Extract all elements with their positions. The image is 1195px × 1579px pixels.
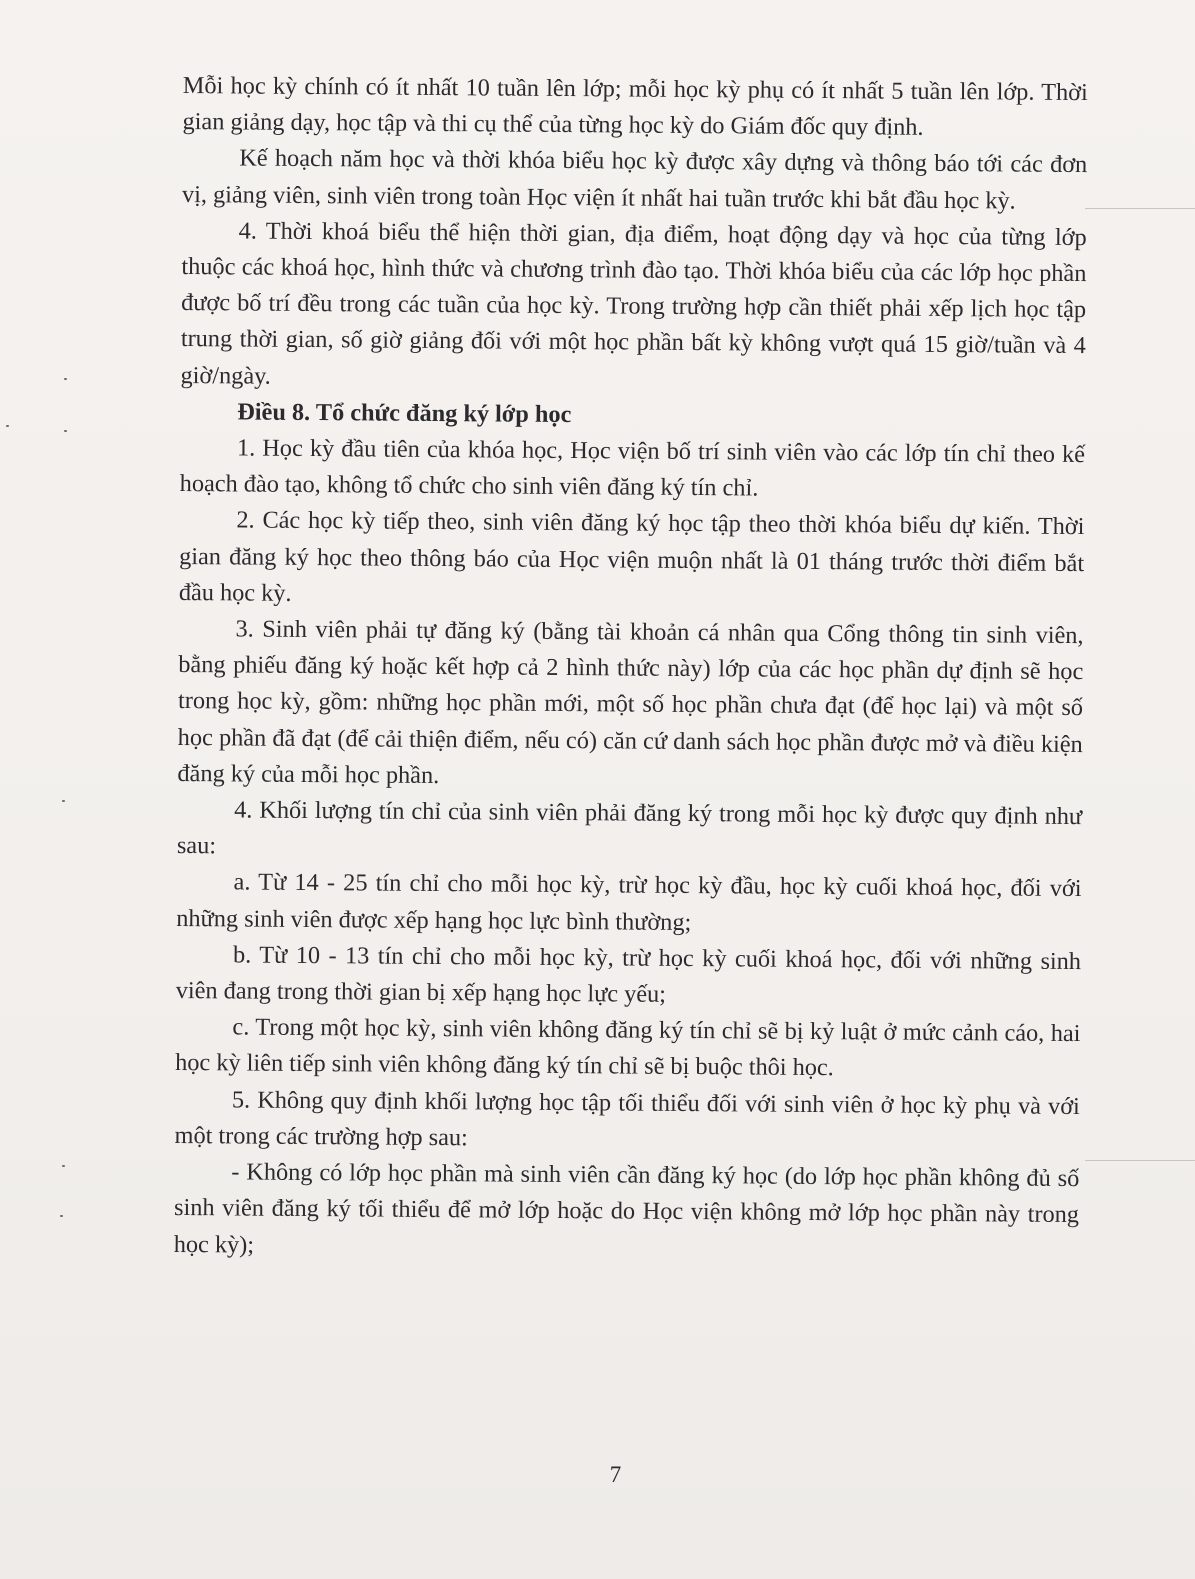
paragraph-following-semesters: 2. Các học kỳ tiếp theo, sinh viên đăng ký học tập theo thời khóa biểu dự kiến. Thời gian đăng ký học theo thông báo của Học viện muộn nhất là 01 tháng trước thời điểm bắt đầu học kỳ. <box>178 506 1085 607</box>
page-number: 7 <box>609 1462 622 1487</box>
paragraph-timetable: 4. Thời khoá biểu thể hiện thời gian, địa điểm, hoạt động dạy và học của từng lớp thuộc các khoá học, hình thức và chương trình đào tạo. Thời khóa biểu của các lớp học phần được bố trí đều trong các tuần của học kỳ. Trong trường hợp cần thiết phải xếp lịch học tập trung thời gian, số giờ giảng đối với một học phần bất kỳ không vượt quá 15 giờ/tuần và 4 giờ/ngày. <box>180 217 1087 390</box>
paragraph-minimum-load: 5. Không quy định khối lượng học tập tối thiểu đối với sinh viên ở học kỳ phụ và với một trong các trường hợp sau: <box>174 1086 1080 1152</box>
paragraph-semester-weeks: Mỗi học kỳ chính có ít nhất 10 tuần lên lớp; mỗi học kỳ phụ có ít nhất 5 tuần lên lớp. Thời gian giảng dạy, học tập và thi cụ thể của từng học kỳ do Giám đốc quy định. <box>182 71 1088 142</box>
scan-line <box>1085 208 1195 209</box>
paragraph-credit-volume: 4. Khối lượng tín chỉ của sinh viên phải đăng ký trong mỗi học kỳ được quy định như sau: <box>176 796 1083 860</box>
scan-line <box>1085 1160 1195 1161</box>
scan-mark <box>64 378 67 380</box>
article-8-heading: Điều 8. Tổ chức đăng ký lớp học <box>237 398 572 428</box>
paragraph-no-class-case: - Không có lớp học phần mà sinh viên cần đăng ký học (do lớp học phần không đủ số sinh viên đăng ký tối thiểu để mở lớp hoặc do Học viện không mở lớp học phần này trong học kỳ); <box>173 1158 1080 1259</box>
scan-mark <box>62 800 65 802</box>
scan-mark <box>64 430 67 432</box>
scan-mark <box>62 1165 65 1167</box>
scan-mark <box>60 1215 63 1217</box>
paragraph-self-registration: 3. Sinh viên phải tự đăng ký (bằng tài khoản cá nhân qua Cổng thông tin sinh viên, bằng phiếu đăng ký hoặc kết hợp cả 2 hình thức này) lớp của các học phần dự định sẽ học trong học kỳ, gồm: những học phần mới, một số học phần chưa đạt (để học lại) và một số học phần đã đạt (để cải thiện điểm, nếu có) căn cứ danh sách học phần được mở và điều kiện đăng ký của mỗi học phần. <box>177 615 1084 789</box>
paragraph-item-c: c. Trong một học kỳ, sinh viên không đăng ký tín chỉ sẽ bị kỷ luật ở mức cảnh cáo, hai học kỳ liên tiếp sinh viên không đăng ký tín chỉ sẽ bị buộc thôi học. <box>175 1013 1081 1082</box>
paragraph-academic-plan: Kế hoạch năm học và thời khóa biểu học kỳ được xây dựng và thông báo tới các đơn vị, giảng viên, sinh viên trong toàn Học viện ít nhất hai tuần trước khi bắt đầu học kỳ. <box>181 144 1088 215</box>
paragraph-item-b: b. Từ 10 - 13 tín chỉ cho mỗi học kỳ, trừ học kỳ cuối khoá học, đối với những sinh viên đang trong thời gian bị xếp hạng học lực yếu; <box>175 941 1082 1008</box>
paragraph-first-semester: 1. Học kỳ đầu tiên của khóa học, Học viện bố trí sinh viên vào các lớp tín chỉ theo kế hoạch đào tạo, không tổ chức cho sinh viên đăng ký tín chỉ. <box>179 434 1086 502</box>
paragraph-item-a: a. Từ 14 - 25 tín chỉ cho mỗi học kỳ, trừ học kỳ đầu, học kỳ cuối khoá học, đối với những sinh viên được xếp hạng học lực bình thường; <box>176 868 1082 936</box>
body-text <box>174 68 1088 1270</box>
scan-mark <box>6 425 9 427</box>
